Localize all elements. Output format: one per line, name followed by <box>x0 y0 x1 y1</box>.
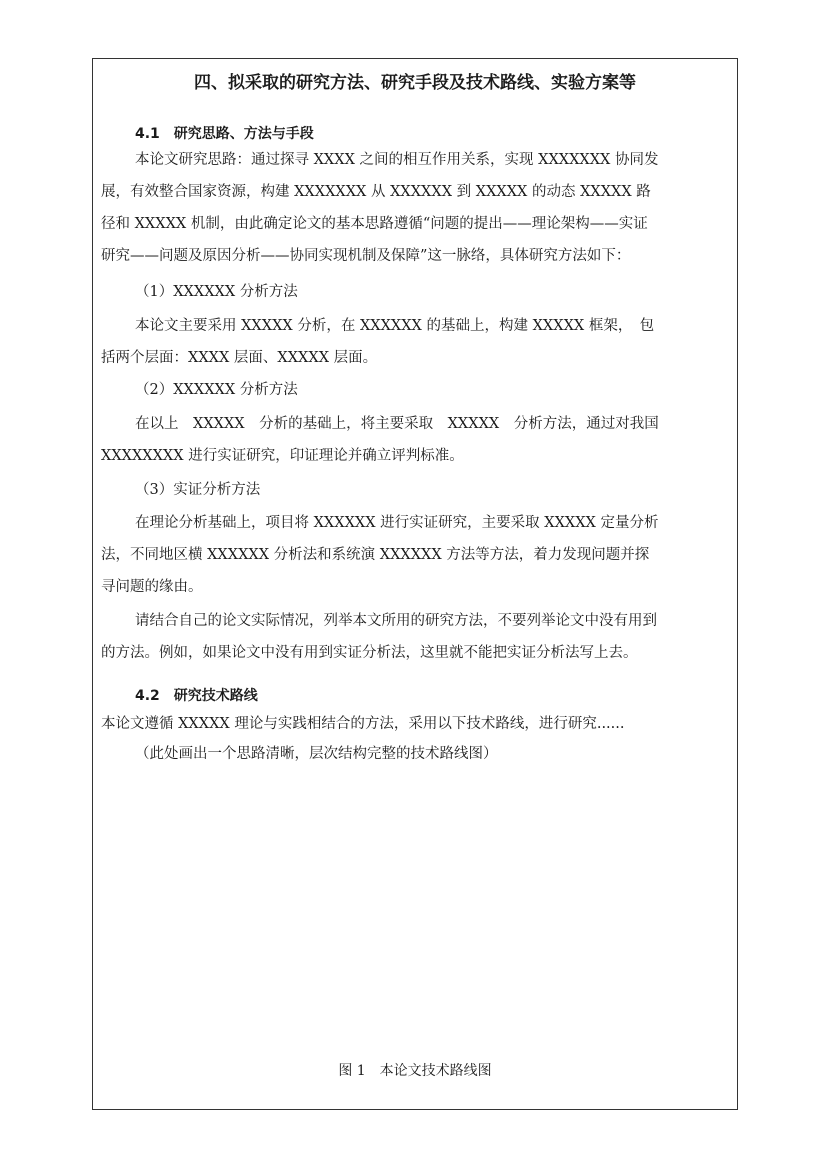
paragraph-line: XXXXXXXX 进行实证研究，印证理论并确立评判标准。 <box>101 448 464 464</box>
method-2-title: （2）XXXXXX 分析方法 <box>135 382 298 398</box>
subsection-4-2-heading: 4.2 研究技术路线 <box>135 688 258 704</box>
figure-caption: 图 1 本论文技术路线图 <box>338 1063 492 1079</box>
paragraph-line: 本论文遵循 XXXXX 理论与实践相结合的方法，采用以下技术路线，进行研究...... <box>101 716 625 732</box>
paragraph-line: 寻问题的缘由。 <box>101 579 203 595</box>
paragraph-line: 法，不同地区横 XXXXXX 分析法和系统演 XXXXXX 方法等方法，着力发现问题并探 <box>101 547 650 563</box>
paragraph-line: 本论文研究思路：通过探寻 XXXX 之间的相互作用关系，实现 XXXXXXX 协同发 <box>135 152 659 168</box>
note-line: 请结合自己的论文实际情况，列举本文所用的研究方法，不要列举论文中没有用到 <box>135 613 657 629</box>
paragraph-line: 括两个层面：XXXX 层面、XXXXX 层面。 <box>101 350 378 366</box>
section-title: 四、拟采取的研究方法、研究手段及技术路线、实验方案等 <box>194 73 636 93</box>
paragraph-line: 展，有效整合国家资源，构建 XXXXXXX 从 XXXXXX 到 XXXXX 的动态 XXXXX 路 <box>101 184 651 200</box>
paragraph-line: 在理论分析基础上，项目将 XXXXXX 进行实证研究，主要采取 XXXXX 定量分析 <box>135 515 659 531</box>
paragraph-line: 在以上 XXXXX 分析的基础上，将主要采取 XXXXX 分析方法，通过对我国 <box>135 416 659 432</box>
paragraph-line: （此处画出一个思路清晰，层次结构完整的技术路线图） <box>135 746 498 762</box>
paragraph-line: 本论文主要采用 XXXXX 分析，在 XXXXXX 的基础上，构建 XXXXX 框架， 包 <box>135 318 655 334</box>
method-1-title: （1）XXXXXX 分析方法 <box>135 284 298 300</box>
method-3-title: （3）实证分析方法 <box>135 482 261 498</box>
note-line: 的方法。例如，如果论文中没有用到实证分析法，这里就不能把实证分析法写上去。 <box>101 645 638 661</box>
paragraph-line: 研究——问题及原因分析——协同实现机制及保障”这一脉络，具体研究方法如下： <box>101 248 631 264</box>
paragraph-line: 径和 XXXXX 机制，由此确定论文的基本思路遵循“问题的提出——理论架构——实证 <box>101 216 648 232</box>
subsection-4-1-heading: 4.1 研究思路、方法与手段 <box>135 126 314 142</box>
